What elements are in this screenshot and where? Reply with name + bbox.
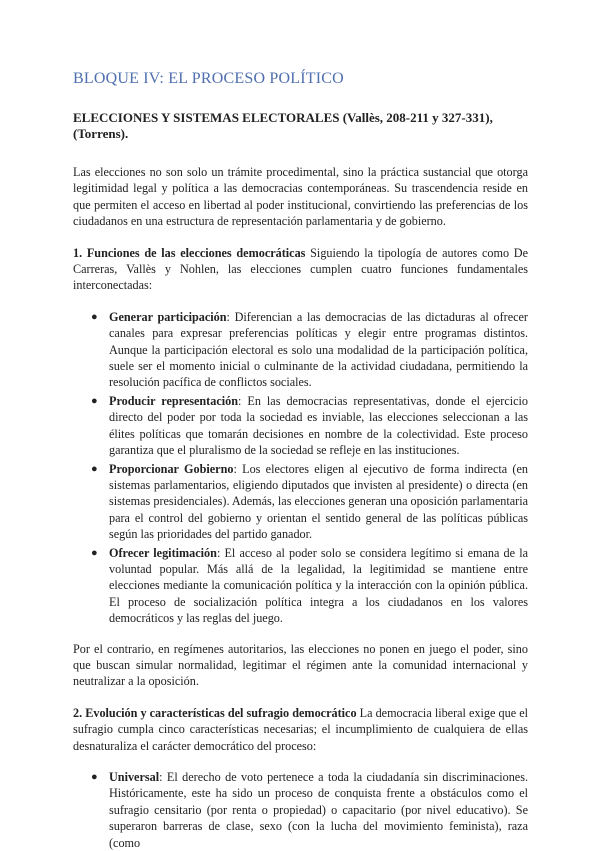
bullet-icon: ● bbox=[91, 394, 98, 407]
functions-list bbox=[73, 309, 528, 627]
bullet-icon: ● bbox=[91, 771, 98, 783]
section-2-heading: 2. Evolución y características del sufragio democrático bbox=[73, 705, 357, 720]
bullet-icon: ● bbox=[91, 310, 98, 323]
item-term: Ofrecer legitimación bbox=[109, 545, 217, 560]
authoritarian-paragraph: Por el contrario, en regímenes autoritarios, las elecciones no ponen en juego el poder, sino que buscan simular normalidad, legitimar el régimen ante la comunidad internacional y neutralizar a la oposición. bbox=[73, 641, 528, 689]
item-term: Universal bbox=[109, 770, 160, 784]
list-item bbox=[91, 309, 528, 391]
list-item bbox=[91, 393, 529, 459]
item-text: : Los electores eligen al ejecutivo de forma indirecta (en sistemas parlamentarios, eligiendo diputados que invisten al presidente) o directa (en sistemas presidenciales). Además, las elecciones generan una oposición parlamentaria para el control del gobierno y orientan el sentido general de las políticas públicas según las prioridades del partido ganador. bbox=[109, 461, 528, 542]
section-2-text: La democracia liberal exige que el sufragio cumpla cinco características necesarias; el incumplimiento de cualquiera de ellas desnaturaliza el carácter democrático del proceso: bbox=[73, 705, 528, 753]
item-text: : El acceso al poder solo se considera legítimo si emana de la voluntad popular. Más allá de la legalidad, la legitimidad se mantiene entre elecciones mediante la comunicación política y la interacción con la opinión pública. El proceso de socialización política integra a los ciudadanos en los valores democráticos y las reglas del juego. bbox=[109, 545, 528, 626]
bullet-icon: ● bbox=[91, 462, 98, 475]
list-item bbox=[91, 461, 528, 543]
section-2-intro bbox=[73, 705, 528, 754]
section-1-text: Siguiendo la tipología de autores como De Carreras, Vallès y Nohlen, las elecciones cumplen cuatro funciones fundamentales interconectadas: bbox=[73, 245, 528, 293]
item-term: Producir representación bbox=[109, 393, 238, 408]
list-item bbox=[91, 769, 528, 851]
bullet-icon: ● bbox=[91, 546, 98, 559]
document-title: BLOQUE IV: EL PROCESO POLÍTICO bbox=[73, 70, 344, 87]
item-text: : Diferencian a las democracias de las dictaduras al ofrecer canales para expresar preferencias políticas y elegir entre programas distintos. Aunque la participación electoral es solo una modalidad de la participación política, suele ser el momento inicial o culminante de la actividad ciudadana, permitiendo la resolución pacífica de conflictos sociales. bbox=[109, 309, 528, 390]
document-subtitle: ELECCIONES Y SISTEMAS ELECTORALES (Vallès, 208-211 y 327-331), (Torrens). bbox=[73, 110, 493, 141]
section-1-intro bbox=[73, 245, 528, 294]
item-term: Generar participación bbox=[109, 309, 227, 324]
item-text: : En las democracias representativas, donde el ejercicio directo del poder por toda la sociedad es inviable, las elecciones seleccionan a las élites políticas que tomarán decisiones en nombre de la colectividad. Este proceso garantiza que el pluralismo de la sociedad se refleje en las instituciones. bbox=[109, 393, 529, 458]
item-term: Proporcionar Gobierno bbox=[109, 461, 234, 476]
list-item bbox=[91, 545, 528, 627]
item-text: : El derecho de voto pertenece a toda la ciudadanía sin discriminaciones. Históricamente, este ha sido un proceso de conquista frente a obstáculos como el sufragio censitario (por renta o propiedad) o capacitario (por nivel educativo). Se superaron barreras de clase, sexo (con la lucha del movimiento feminista), raza (como bbox=[109, 770, 528, 850]
section-1-heading: 1. Funciones de las elecciones democráticas bbox=[73, 245, 306, 260]
suffrage-list bbox=[73, 769, 528, 851]
intro-paragraph: Las elecciones no son solo un trámite procedimental, sino la práctica sustancial que otorga legitimidad legal y política a las democracias contemporáneas. Su trascendencia reside en que permiten el acceso en libertad al poder institucional, convirtiendo las preferencias de los ciudadanos en una estructura de representación parlamentaria y de gobierno. bbox=[73, 165, 528, 229]
